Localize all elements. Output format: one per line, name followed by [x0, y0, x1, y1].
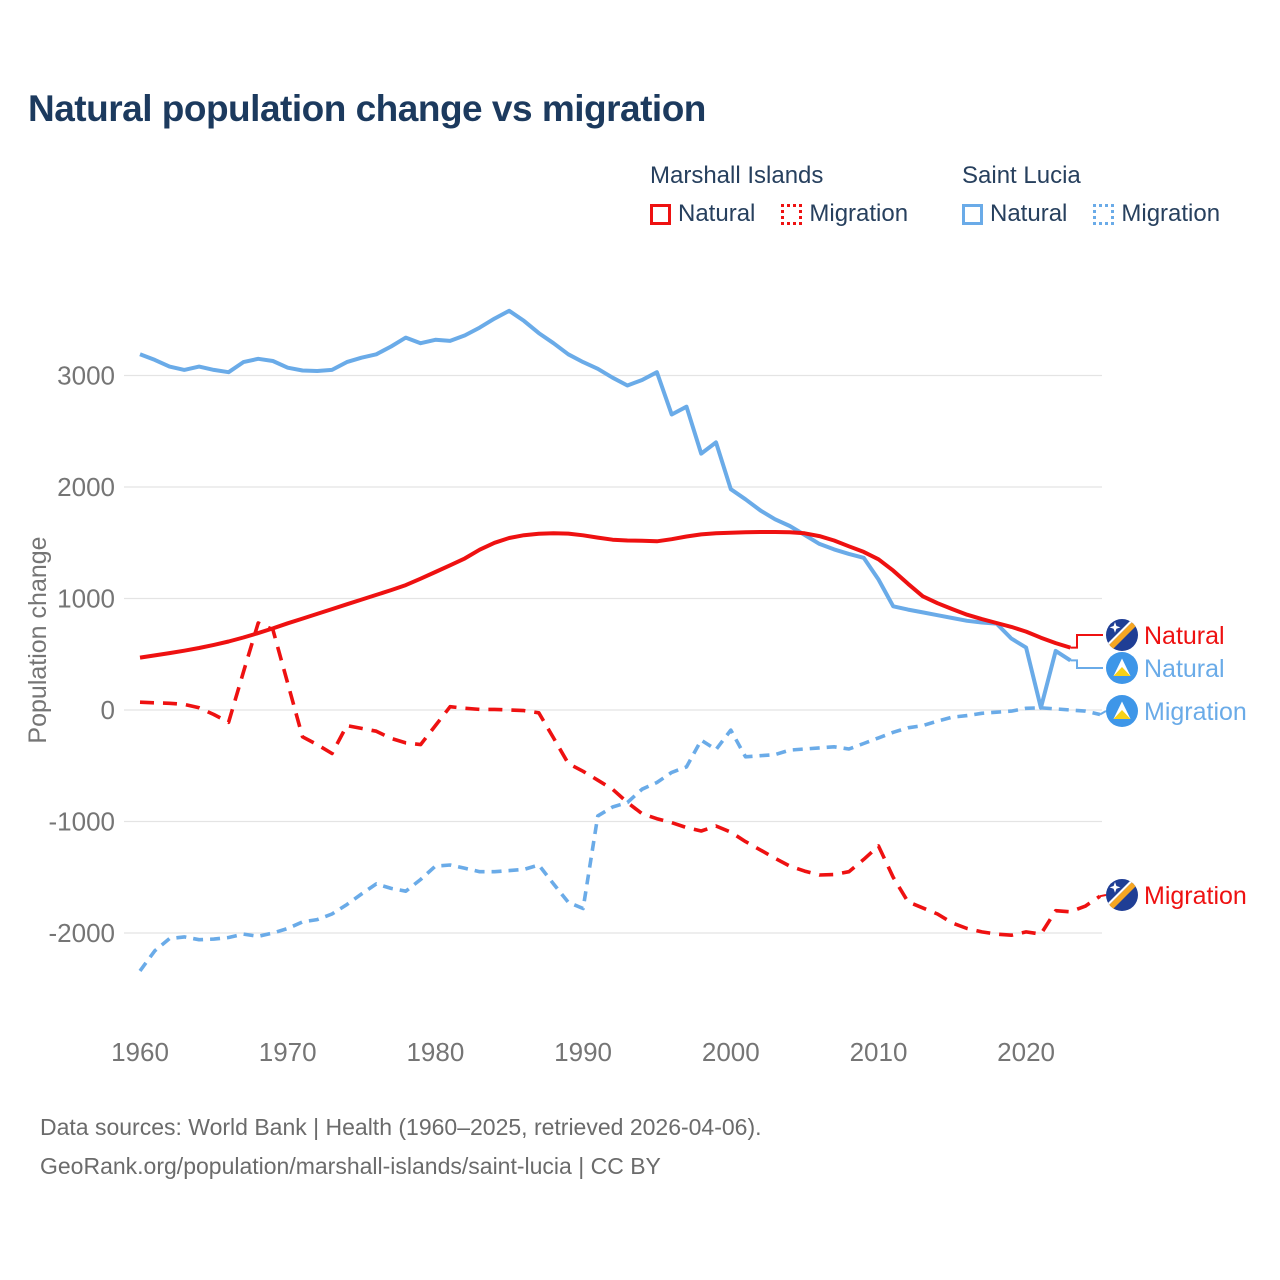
- saint-lucia-flag-icon: [1106, 652, 1138, 684]
- label-connector-mi-migration: [1100, 895, 1106, 896]
- x-tick-2010: 2010: [849, 1037, 908, 1067]
- y-tick--2000: -2000: [48, 918, 115, 948]
- x-tick-2020: 2020: [997, 1037, 1056, 1067]
- y-tick-0: 0: [100, 695, 115, 725]
- chart-footer: [40, 1108, 762, 1186]
- y-tick-3000: 3000: [57, 360, 115, 391]
- y-tick-2000: 2000: [57, 472, 115, 502]
- series-end-label-sl-migration: [1106, 695, 1247, 727]
- series-line-mi-natural[interactable]: [140, 532, 1070, 658]
- legend-header-saint-lucia: Saint Lucia: [962, 162, 1081, 189]
- marshall-islands-flag-icon: [1106, 619, 1138, 651]
- marshall-islands-flag-icon: [1106, 879, 1138, 911]
- series-end-label-text: Natural: [1144, 655, 1225, 683]
- series-end-label-text: Migration: [1144, 698, 1247, 726]
- label-connector-mi-natural: [1070, 635, 1103, 648]
- x-tick-1970: 1970: [258, 1037, 317, 1067]
- x-tick-2000: 2000: [701, 1037, 760, 1067]
- x-tick-1980: 1980: [406, 1037, 465, 1067]
- series-line-mi-migration[interactable]: [140, 623, 1100, 935]
- y-axis-title: Population change: [24, 536, 52, 744]
- series-line-sl-migration[interactable]: [140, 708, 1100, 971]
- y-tick--1000: -1000: [48, 806, 115, 837]
- series-end-label-text: Natural: [1144, 622, 1225, 650]
- attribution-line: GeoRank.org/population/marshall-islands/saint-lucia | CC BY: [40, 1153, 661, 1179]
- legend-label-sl-natural: Natural: [990, 200, 1068, 227]
- label-connector-sl-natural: [1070, 660, 1103, 668]
- series-end-label-text: Migration: [1144, 882, 1247, 910]
- legend-label-sl-migration: Migration: [1121, 200, 1221, 227]
- x-tick-1990: 1990: [554, 1037, 613, 1067]
- legend-header-marshall-islands: Marshall Islands: [650, 162, 824, 189]
- data-sources-line: Data sources: World Bank | Health (1960–2025, retrieved 2026-04-06).: [40, 1114, 762, 1140]
- series-end-label-mi-natural: [1106, 619, 1225, 651]
- saint-lucia-flag-icon: [1106, 695, 1138, 727]
- label-connector-sl-migration: [1100, 711, 1106, 715]
- series-end-label-sl-natural: [1106, 652, 1225, 684]
- series-end-label-mi-migration: [1106, 879, 1247, 911]
- legend-label-mi-migration: Migration: [809, 200, 909, 227]
- x-tick-1960: 1960: [111, 1037, 169, 1067]
- y-tick-1000: 1000: [57, 583, 115, 614]
- legend-label-mi-natural: Natural: [678, 200, 756, 227]
- page-title: Natural population change vs migration: [28, 88, 706, 129]
